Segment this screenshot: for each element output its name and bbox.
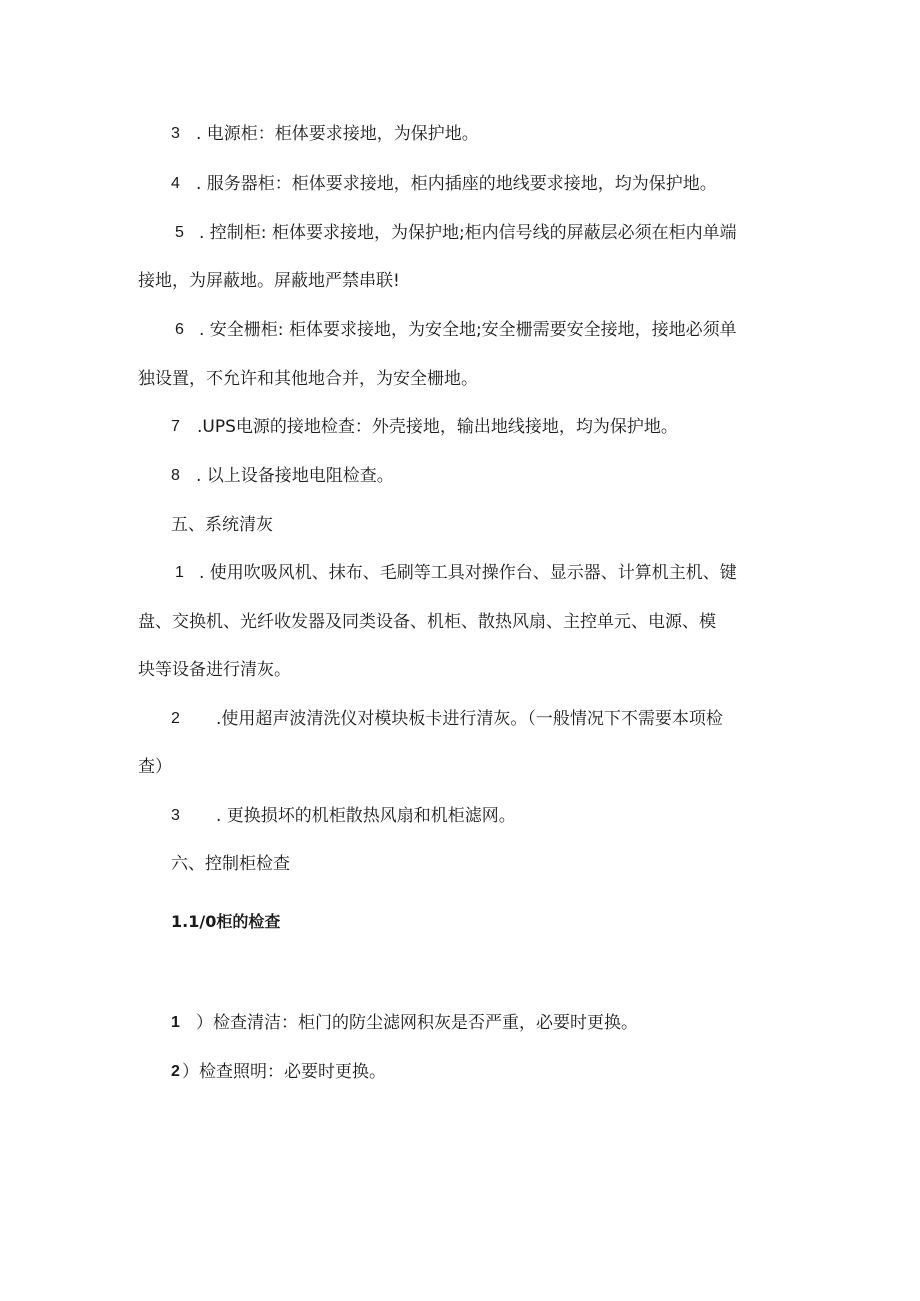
item-text: ）检查清洁：柜门的防尘滤网积灰是否严重，必要时更换。 <box>196 1013 638 1033</box>
section-heading: 六、控制柜检查 <box>171 854 290 873</box>
item-text: . 使用吹吸风机、抹布、毛刷等工具对操作台、显示器、计算机主机、键 <box>199 563 737 583</box>
item-text-continued: 块等设备进行清灰。 <box>138 660 291 680</box>
item-number: 6 <box>175 321 184 338</box>
item-text: . 控制柜: 柜体要求接地，为保护地;柜内信号线的屏蔽层必须在柜内单端 <box>199 223 737 243</box>
item-text: .UPS电源的接地检查：外壳接地，输出地线接地，均为保护地。 <box>197 417 678 437</box>
item-number: 1 <box>171 1014 180 1031</box>
sub-heading: 1.1/0柜的检查 <box>171 912 281 931</box>
item-number: 2 <box>171 710 180 727</box>
item-text: . 电源柜：柜体要求接地，为保护地。 <box>196 124 479 144</box>
item-number: 5 <box>175 224 184 241</box>
item-number: 3 <box>171 125 180 142</box>
item-text-continued: 查） <box>138 757 172 777</box>
item-number: 4 <box>171 175 180 192</box>
item-number: 7 <box>171 418 180 435</box>
item-number: 2 <box>171 1063 180 1080</box>
item-text-continued: 接地，为屏蔽地。屏蔽地严禁串联! <box>138 271 400 291</box>
item-text-continued: 独设置，不允许和其他地合并，为安全栅地。 <box>138 369 478 389</box>
item-number: 8 <box>171 467 180 484</box>
item-number: 3 <box>171 807 180 824</box>
section-heading: 五、系统清灰 <box>171 515 273 534</box>
item-text: ）检查照明：必要时更换。 <box>182 1062 386 1082</box>
item-text: . 更换损坏的机柜散热风扇和机柜滤网。 <box>216 806 516 826</box>
item-number: 1 <box>175 564 184 581</box>
item-text: . 安全栅柜: 柜体要求接地，为安全地;安全栅需要安全接地，接地必须单 <box>199 320 737 340</box>
item-text: . 以上设备接地电阻检查。 <box>196 466 394 486</box>
item-text: . 服务器柜：柜体要求接地，柜内插座的地线要求接地，均为保护地。 <box>196 174 717 194</box>
item-text-continued: 盘、交换机、光纤收发器及同类设备、机柜、散热风扇、主控单元、电源、模 <box>138 612 716 632</box>
item-text: .使用超声波清洗仪对模块板卡进行清灰。（一般情况下不需要本项检 <box>216 709 723 729</box>
